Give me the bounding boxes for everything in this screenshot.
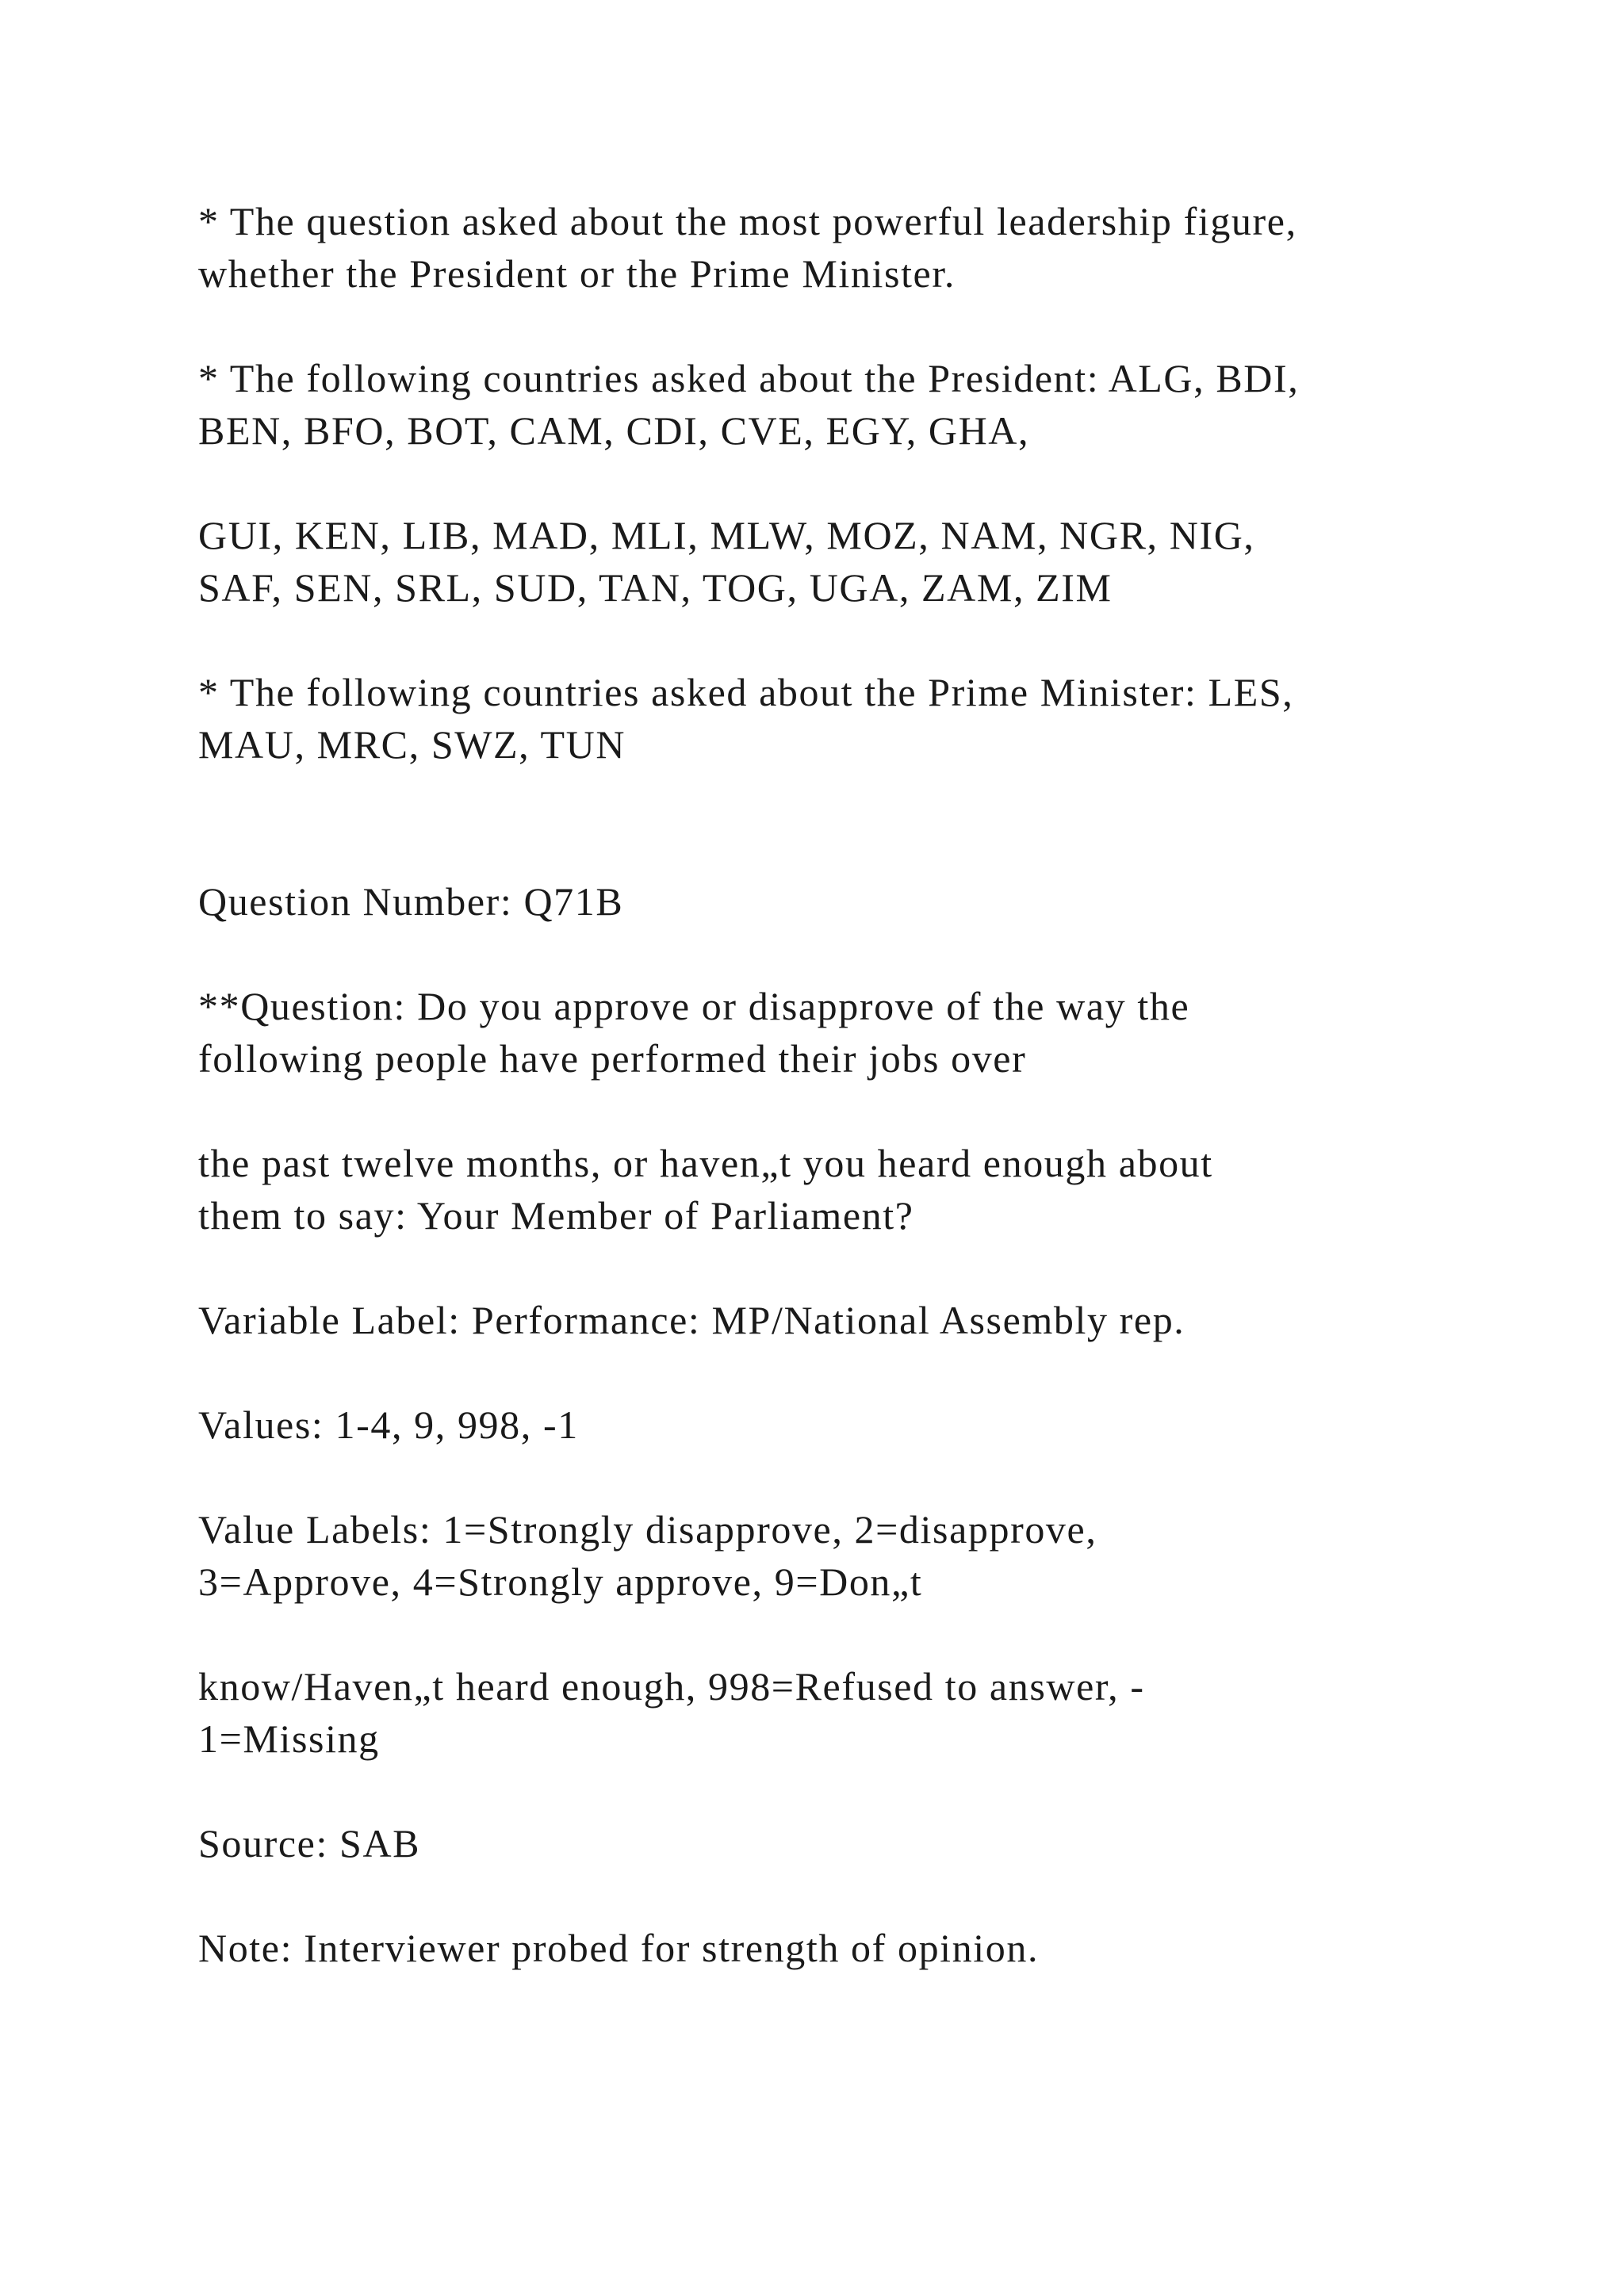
country-list-line-2: SAF, SEN, SRL, SUD, TAN, TOG, UGA, ZAM, ZIM: [198, 565, 1113, 610]
values: Values: 1-4, 9, 998, -1: [198, 1402, 579, 1447]
note-president-line-1: * The following countries asked about the President: ALG, BDI,: [198, 356, 1300, 400]
question-number: Question Number: Q71B: [198, 879, 624, 924]
question-text-line-1: **Question: Do you approve or disapprove of the way the: [198, 984, 1190, 1028]
note-prime-minister-line-2: MAU, MRC, SWZ, TUN: [198, 722, 626, 767]
question-text-line-4: them to say: Your Member of Parliament?: [198, 1193, 914, 1238]
note-president-line-2: BEN, BFO, BOT, CAM, CDI, CVE, EGY, GHA,: [198, 408, 1030, 453]
source: Source: SAB: [198, 1821, 421, 1866]
note-leadership-line-2: whether the President or the Prime Minister.: [198, 251, 956, 296]
value-labels-line-2: 3=Approve, 4=Strongly approve, 9=Don„t: [198, 1559, 923, 1604]
value-labels-line-3: know/Haven„t heard enough, 998=Refused to answer, -: [198, 1664, 1145, 1709]
note-prime-minister-line-1: * The following countries asked about the Prime Minister: LES,: [198, 670, 1294, 714]
variable-label: Variable Label: Performance: MP/National Assembly rep.: [198, 1298, 1185, 1342]
question-text-line-2: following people have performed their jobs over: [198, 1036, 1027, 1081]
question-text-line-3: the past twelve months, or haven„t you heard enough about: [198, 1141, 1213, 1185]
value-labels-line-4: 1=Missing: [198, 1716, 380, 1761]
note-leadership-line-1: * The question asked about the most powerful leadership figure,: [198, 199, 1297, 243]
country-list-line-1: GUI, KEN, LIB, MAD, MLI, MLW, MOZ, NAM, NGR, NIG,: [198, 513, 1255, 557]
note: Note: Interviewer probed for strength of opinion.: [198, 1926, 1040, 1970]
value-labels-line-1: Value Labels: 1=Strongly disapprove, 2=disapprove,: [198, 1507, 1097, 1552]
